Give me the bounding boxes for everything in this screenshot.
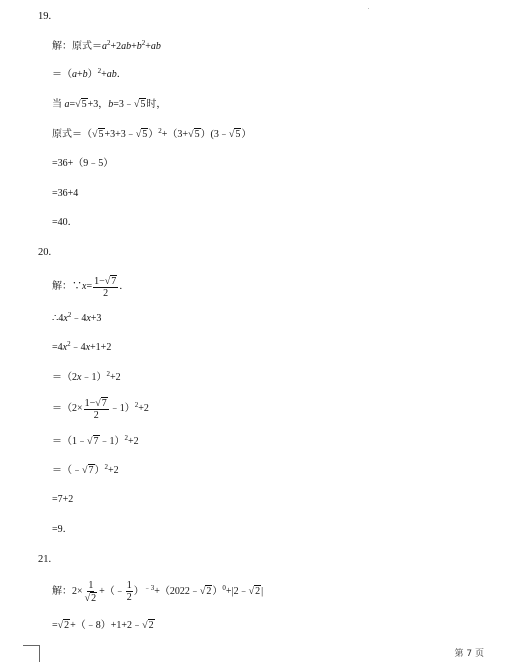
p19-line-6: =36+4 (52, 188, 79, 199)
p20-line-5: ＝（2× $\frac{1-√7}{2}$ ﹣1）$^2$+2 (52, 397, 149, 421)
p20-line-9: =9． (52, 524, 73, 535)
problem-number-21: 21. (38, 554, 52, 565)
problem-number-19: 19. (38, 11, 52, 22)
p19-line-5: =36+（9﹣5） (52, 158, 114, 169)
p19-line-1: 解：原式$=a^2+2ab+b^2+ab$ (52, 39, 161, 52)
p20-line-2: $\therefore 4x^2﹣4x+3$ (52, 311, 102, 324)
p20-line-6: ＝（1﹣√7﹣1）$^2$+2 (52, 434, 139, 447)
p20-line-3: $=4x^2﹣4x+1+2$ (52, 340, 112, 353)
p19-line-2: $=(a+b)^2+ab$． (52, 67, 127, 80)
problem-number-20: 20. (38, 247, 52, 258)
speck (368, 8, 369, 9)
p21-line-1: 解：2× $\frac{1}{√2}$ +（﹣ $\frac{1}{2}$ ）$^{﹣3}$+（2022﹣√2）$^0$+|2﹣√2| (52, 579, 264, 604)
p20-line-4: ＝（2x﹣1）$^2$+2 (52, 370, 121, 383)
p19-line-4: 原式＝（√5+3+3﹣√5）$^2$+（3+√5）(3﹣√5） (52, 127, 252, 140)
page-number: 第 7 页 (454, 649, 484, 659)
p21-line-2: =√2+（﹣8）+1+2﹣√2 (52, 620, 154, 631)
p19-line-7: =40． (52, 217, 78, 228)
p20-line-8: =7+2 (52, 494, 74, 505)
p20-line-1: 解：∵x= $\frac{1-√7}{2}$ ． (52, 275, 130, 299)
p19-line-3: 当 a=√5+3，b=3﹣√5时， (52, 99, 167, 110)
p20-line-7: ＝（﹣√7）$^2$+2 (52, 463, 119, 476)
page-corner-mark (23, 645, 40, 662)
